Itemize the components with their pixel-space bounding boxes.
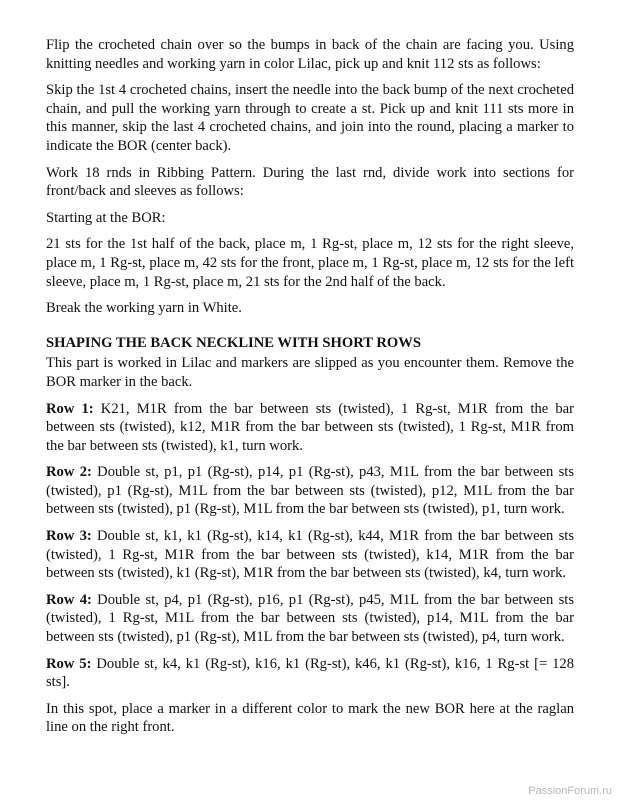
- row-text: Double st, k1, k1 (Rg-st), k14, k1 (Rg-st), k44, M1R from the bar between sts (twisted), 1 Rg-st, M1R from the bar between sts (twisted), k14, M1R from the bar between sts (twisted), k1 (Rg-st), M1R from the bar between sts (twisted), k4, turn work.: [46, 528, 575, 582]
- row-text: Double st, p1, p1 (Rg-st), p14, p1 (Rg-st), p43, M1L from the bar between sts (twisted), p1 (Rg-st), M1L from the bar between sts (twisted), p12, M1L from the bar between sts (twisted), p1 (Rg-st), M1L from the bar between sts (twisted), p1, turn work.: [46, 464, 574, 518]
- section-heading: SHAPING THE BACK NECKLINE WITH SHORT ROWS: [46, 334, 421, 351]
- document-page: [46, 36, 574, 745]
- row-label: Row 1:: [46, 400, 94, 417]
- paragraph-skip-chains: Skip the 1st 4 crocheted chains, insert the needle into the back bump of the next crocheted chain, and pull the working yarn through to create a st. Pick up and knit 111 sts more in this manner, skip the last 4 crocheted chains, and join into the round, placing a marker to indicate the BOR (center back).: [46, 82, 574, 154]
- row-label: Row 4:: [46, 591, 92, 608]
- paragraph-sections: 21 sts for the 1st half of the back, place m, 1 Rg-st, place m, 12 sts for the right sleeve, place m, 1 Rg-st, place m, 42 sts for the front, place m, 1 Rg-st, place m, 12 sts for the left sleeve, place m, 1 Rg-st, place m, 21 sts for the 2nd half of the back.: [46, 236, 574, 290]
- row-text: Double st, p4, p1 (Rg-st), p16, p1 (Rg-st), p45, M1L from the bar between sts (twisted), 1 Rg-st, M1L from the bar between sts (twisted), p14, M1L from the bar between sts (twisted), p1 (Rg-st), M1L from the bar between sts (twisted), p4, turn work.: [46, 591, 574, 646]
- row-text: Double st, k4, k1 (Rg-st), k16, k1 (Rg-st), k46, k1 (Rg-st), k16, 1 Rg-st [= 128 sts].: [46, 655, 574, 691]
- row-1: [46, 400, 574, 456]
- paragraph-pick-up: Flip the crocheted chain over so the bumps in back of the chain are facing you. Using knitting needles and working yarn in color Lilac, pick up and knit 112 sts as follows:: [46, 37, 574, 72]
- row-label: Row 5:: [46, 655, 92, 672]
- section-intro: This part is worked in Lilac and markers are slipped as you encounter them. Remove the BOR marker in the back.: [46, 355, 574, 390]
- paragraph-new-bor: In this spot, place a marker in a different color to mark the new BOR here at the raglan line on the right front.: [46, 700, 574, 736]
- paragraph-break-yarn: Break the working yarn in White.: [46, 300, 242, 317]
- row-4: [46, 591, 574, 647]
- row-label: Row 3:: [46, 528, 92, 545]
- row-text: K21, M1R from the bar between sts (twisted), 1 Rg-st, M1R from the bar between sts (twisted), k12, M1R from the bar between sts (twisted), 1 Rg-st, M1R from the bar between sts (twisted), k1, turn work.: [46, 400, 574, 454]
- row-label: Row 2:: [46, 464, 92, 481]
- row-3: [46, 527, 574, 583]
- watermark: PassionForum.ru: [528, 785, 612, 797]
- row-2: [46, 463, 574, 519]
- paragraph-ribbing: Work 18 rnds in Ribbing Pattern. During the last rnd, divide work into sections for front/back and sleeves as follows:: [46, 164, 574, 200]
- paragraph-starting-bor: Starting at the BOR:: [46, 209, 166, 226]
- row-5: [46, 655, 574, 692]
